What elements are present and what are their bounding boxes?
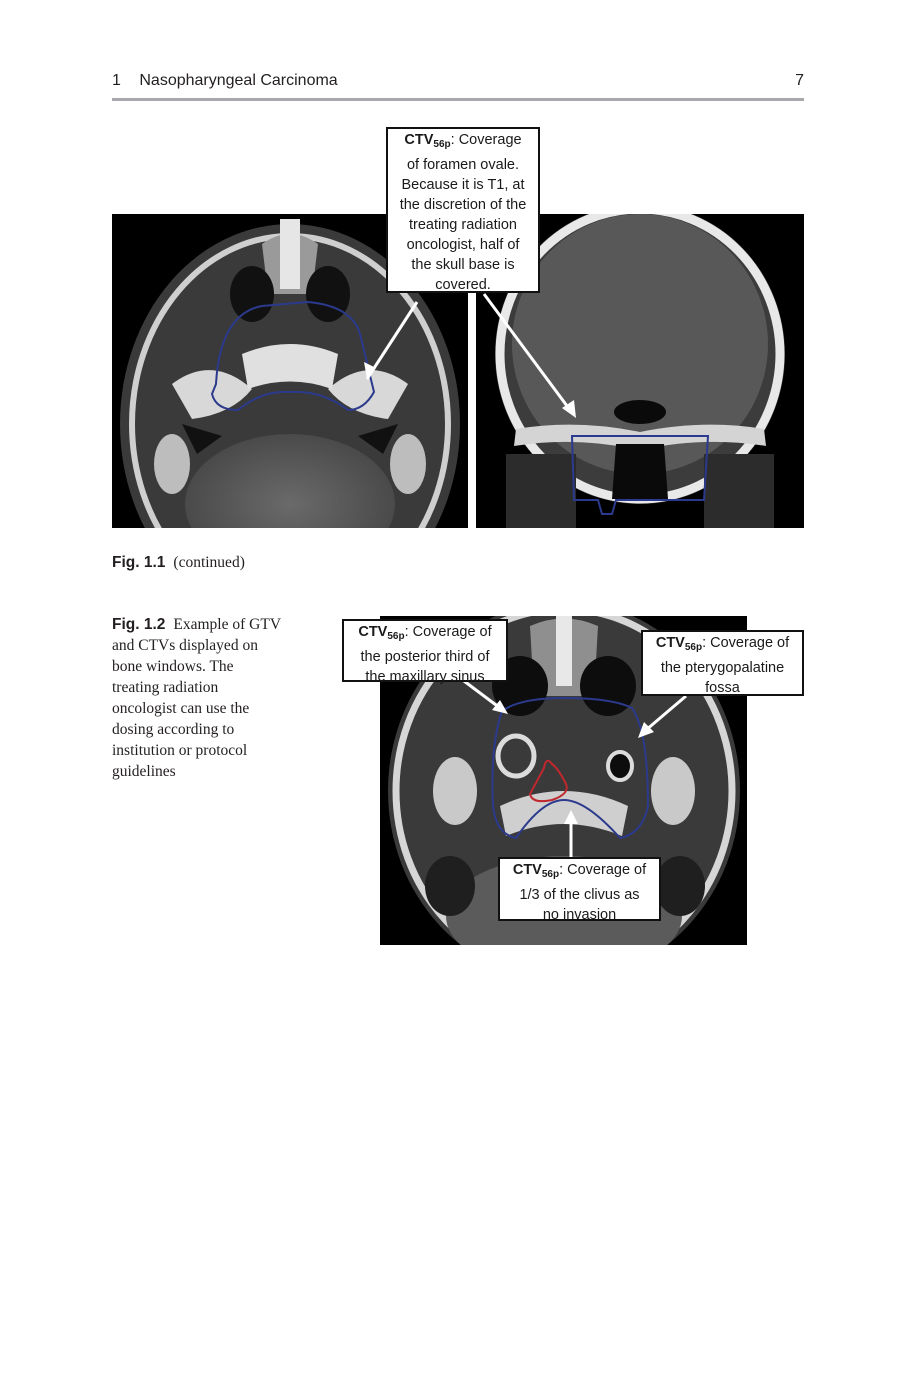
chapter-title: Nasopharyngeal Carcinoma bbox=[139, 72, 338, 89]
callout-line-1: $CTV_{56p}$: Coverage bbox=[404, 132, 522, 150]
chapter-number: 1 bbox=[112, 72, 121, 89]
callout-line-3: no invasion bbox=[542, 907, 617, 923]
arrow-to-pterygopalatine-fossa bbox=[620, 690, 700, 750]
caption-line-7: institution or protocol bbox=[112, 742, 248, 759]
callout-clivus bbox=[498, 857, 661, 921]
callout-line-7: the skull base is bbox=[411, 257, 515, 273]
ctv-label: $CTV_{56p}$ bbox=[404, 132, 451, 150]
callout-line-2: the pterygopalatine bbox=[660, 660, 785, 676]
callout-line-1: $CTV_{56p}$: Coverage of bbox=[655, 635, 790, 653]
callout-line-3: fossa bbox=[705, 680, 740, 696]
ctv-label: $CTV_{56p}$ bbox=[655, 635, 703, 653]
page-number: 7 bbox=[795, 72, 804, 89]
callout-line-8: covered. bbox=[435, 277, 491, 293]
ctv-label: $CTV_{56p}$ bbox=[512, 862, 560, 880]
caption-line-5: oncologist can use the bbox=[112, 700, 250, 717]
callout-line-4: the discretion of the bbox=[399, 197, 527, 213]
callout-pterygopalatine-fossa bbox=[641, 630, 804, 696]
running-head bbox=[112, 72, 804, 92]
figure-1-1-label: Fig. 1.1 bbox=[112, 554, 166, 571]
figure-1-2-caption bbox=[112, 614, 312, 782]
caption-line-2: and CTVs displayed on bbox=[112, 637, 258, 654]
caption-line-6: dosing according to bbox=[112, 721, 235, 738]
callout-line-2: of foramen ovale. bbox=[406, 157, 520, 173]
figure-1-1-caption bbox=[112, 552, 245, 573]
figure-1-1-caption-text: (continued) bbox=[173, 554, 245, 571]
callout-foramen-ovale bbox=[386, 127, 540, 293]
callout-line-6: oncologist, half of bbox=[406, 237, 520, 253]
callout-line-5: treating radiation bbox=[408, 217, 517, 233]
caption-line-3: bone windows. The bbox=[112, 658, 234, 675]
callout-line-2: the posterior third of bbox=[360, 649, 490, 665]
callout-line-1: $CTV_{56p}$: Coverage of bbox=[358, 624, 492, 642]
callout-line-3: Because it is T1, at bbox=[401, 177, 525, 193]
callout-maxillary-sinus bbox=[342, 619, 508, 685]
arrow-to-coronal bbox=[470, 286, 590, 426]
figure-1-2-label: Fig. 1.2 bbox=[112, 616, 166, 633]
callout-line-3: the maxillary sinus bbox=[365, 669, 485, 685]
callout-line-1: $CTV_{56p}$: Coverage of bbox=[512, 862, 647, 880]
header-rule bbox=[112, 98, 804, 101]
running-head-left bbox=[112, 72, 338, 90]
callout-line-2: 1/3 of the clivus as bbox=[519, 887, 640, 903]
ctv-label: $CTV_{56p}$ bbox=[358, 624, 405, 642]
caption-line-8: guidelines bbox=[112, 763, 176, 780]
caption-line-4: treating radiation bbox=[112, 679, 219, 696]
caption-line-1: Fig. 1.2 Example of GTV bbox=[112, 616, 282, 633]
